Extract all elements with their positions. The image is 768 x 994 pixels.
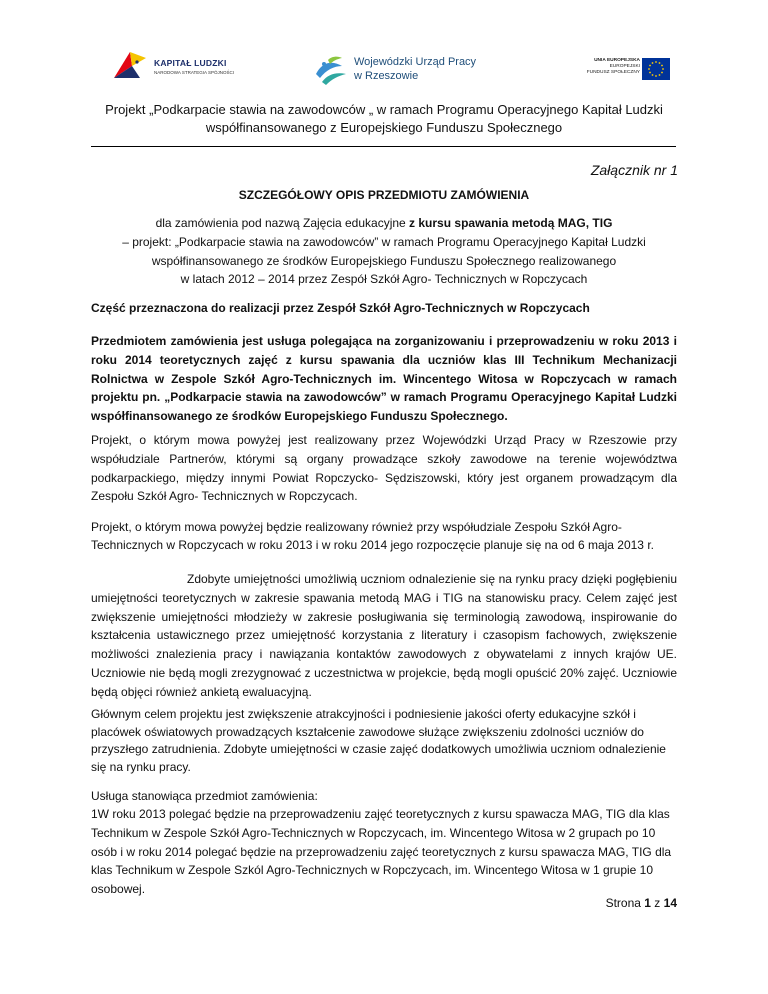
- eu-logo: [570, 58, 670, 84]
- page-number-total: 14: [663, 896, 677, 910]
- wup-bird-icon: [312, 52, 352, 88]
- header-divider: [91, 146, 676, 147]
- service-heading: Usługa stanowiąca przedmiot zamówienia:: [91, 789, 318, 803]
- page-number: [606, 896, 677, 910]
- wup-name-line2: w Rzeszowie: [354, 70, 419, 82]
- kapital-ludzki-title: KAPITAŁ LUDZKI: [154, 58, 227, 68]
- intro-line1: [91, 214, 677, 233]
- logo-strip: [0, 48, 768, 92]
- header-line2: współfinansowanego z Europejskiego Funduszu Społecznego: [205, 120, 563, 135]
- kapital-ludzki-subtitle: NARODOWA STRATEGIA SPÓJNOŚCI: [154, 70, 235, 75]
- skills-paragraph: Zdobyte umiejętności umożliwią uczniom odnalezienie się na rynku pracy dzięki pogłębieniu umiejętności teoretycznych w zakresie spawania metodą MAG i TIG na stanowisku pracy. Celem zajęć jest zwiększenie umiejętności młodzieży w zakresie posługiwania się terminologią zawodową, inspirowanie do kształcenia ustawicznego przez umiejętność korzystania z literatury i czasopism fachowych, zwiększenie możliwości znalezienia pracy i nawiązania kontaktów zawodowych z obywatelami z innych krajów UE. Uczniowie nie będą mogli zrezygnować z uczestnictwa w projekcie, będą mogli opuścić 20% zajęć. Uczniowie będą objęci również ankietą ewaluacyjną.: [91, 572, 677, 699]
- wup-name-line1: Wojewódzki Urząd Pracy: [354, 56, 477, 68]
- project-school-paragraph: Projekt, o którym mowa powyżej będzie realizowany również przy współudziale Zespołu Szkół Agro-Technicznych w Ropczycach w roku 2013 i w roku 2014 jego rozpoczęcie planuje się na od 6 maja 2013 r.: [91, 520, 654, 552]
- kapital-ludzki-logo: [110, 50, 235, 82]
- intro-line1-bold: z kursu spawania metodą MAG, TIG: [409, 216, 613, 230]
- wup-logo: [312, 52, 487, 88]
- eu-logo-text: [587, 58, 640, 76]
- service-detail-paragraph: 1W roku 2013 polegać będzie na przeprowadzeniu zajęć teoretycznych z kursu spawacza MAG, TIG dla klas Technikum w Zespole Szkół Agro-Technicznych w Ropczycach, im. Wincentego Witosa w 2 grupach po 10 osób i w roku 2014 polegać będzie na przeprowadzeniu zajęć teoretycznych z kursu spawacza MAG, TIG dla klas Technikum w Zespole Szkól Agro-Technicznych w Ropczycach, im. Wincentego Witosa w 1 grupie 10 osobowej.: [91, 807, 672, 897]
- document-title: SZCZEGÓŁOWY OPIS PRZEDMIOTU ZAMÓWIENIA: [238, 188, 530, 202]
- eu-line1: UNIA EUROPEJSKA: [594, 58, 640, 63]
- page-number-current: 1: [644, 896, 651, 910]
- eu-flag-icon: [642, 58, 670, 80]
- project-wup-paragraph: Projekt, o którym mowa powyżej jest realizowany przez Wojewódzki Urząd Pracy w Rzeszowie przy współudziale Partnerów, którymi są organy prowadzące szkoły zawodowe na terenie województwa podkarpackiego, między innymi Powiat Ropczycko- Sędziszowski, który jest organem prowadzącym dla Zespołu Szkół Agro- Technicznych w Ropczycach.: [91, 433, 677, 504]
- intro-line2: – projekt: „Podkarpacie stawia na zawodowców” w ramach Programu Operacyjnego Kapitał Ludzki: [122, 234, 646, 249]
- header-line1: Projekt „Podkarpacie stawia na zawodowców „ w ramach Programu Operacyjnego Kapitał Ludzki: [105, 102, 663, 117]
- page-header: [0, 101, 768, 137]
- intro-line1-prefix: dla zamówienia pod nazwą Zajęcia edukacyjne: [155, 216, 410, 230]
- intro-line4: w latach 2012 – 2014 przez Zespół Szkół Agro- Technicznych w Ropczycach: [180, 272, 588, 287]
- section-heading: Część przeznaczona do realizacji przez Zespół Szkół Agro-Technicznych w Ropczycach: [91, 301, 590, 315]
- eu-line3: FUNDUSZ SPOŁECZNY: [586, 70, 640, 75]
- subject-paragraph: Przedmiotem zamówienia jest usługa polegająca na zorganizowaniu i przeprowadzeniu w roku 2013 i roku 2014 teoretycznych zajęć z kursu spawania dla uczniów klas III Technikum Mechanizacji Rolnictwa w Zespole Szkół Agro-Technicznych im. Wincentego Witosa w Ropczycach w ramach projektu pn. „Podkarpacie stawia na zawodowców” w ramach Programu Operacyjnego Kapitał Ludzki współfinansowanego ze środków Europejskiego Funduszu Społecznego.: [91, 334, 677, 424]
- kapital-ludzki-emblem-icon: [110, 50, 150, 80]
- page-number-prefix: Strona: [605, 896, 645, 910]
- intro-block: [91, 214, 677, 289]
- goal-paragraph: Głównym celem projektu jest zwiększenie atrakcyjności i podniesienie jakości oferty edukacyjne szkół i placówek oświatowych prowadzących kształcenie zawodowe służące zwiększeniu zdolności uczniów do przyszłego zatrudnienia. Zdobyte umiejętności w czasie zajęć dodatkowych umożliwia uczniom odnalezienie się na rynku pracy.: [91, 707, 666, 774]
- attachment-label: Załącznik nr 1: [590, 162, 678, 178]
- eu-line2: EUROPEJSKI: [609, 64, 640, 69]
- intro-line3: współfinansowanego ze środków Europejskiego Funduszu Społecznego realizowanego: [151, 253, 617, 268]
- page-number-sep: z: [650, 896, 664, 910]
